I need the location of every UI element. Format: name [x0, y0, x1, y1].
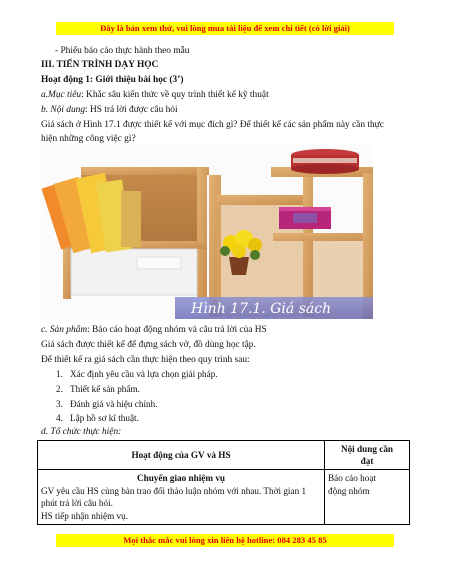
task-line-3: HS tiếp nhận nhiệm vụ. [41, 510, 129, 521]
content-label: b. Nội dung [41, 105, 86, 115]
table-cell-outcome [325, 470, 410, 525]
question-line-1: Giá sách ở Hình 17.1 được thiết kế với mục đích gì? Để thiết kế các sản phẩm này cần thực [41, 120, 384, 130]
organize-label: d. Tổ chức thực hiện: [41, 427, 122, 437]
table-header-outcome-line-1: Nội dung cần [340, 444, 394, 454]
table-header-outcome-line-2: đạt [360, 456, 374, 466]
answer-line-2: Để thiết kế ra giá sách cần thực hiện theo quy trình sau: [41, 355, 250, 365]
product-label: c. Sản phẩm [41, 325, 88, 335]
bookshelf-illustration [41, 145, 373, 319]
table-row [38, 470, 410, 525]
answer-line-1: Giá sách được thiết kế để đựng sách vở, đồ dùng học tập. [41, 340, 256, 350]
goal-label: a.Mục tiêu [41, 90, 82, 100]
outcome-line-2: động nhóm [328, 485, 370, 496]
task-title: Chuyển giao nhiệm vụ [136, 473, 226, 483]
task-line-1: GV yêu cầu HS cùng bàn trao đổi thảo luận nhóm với nhau. Thời gian 1 [41, 485, 307, 496]
product-text: : Báo cáo hoạt động nhóm và câu trả lời của HS [87, 325, 267, 335]
goal-text: : Khắc sâu kiến thức về quy trình thiết kế kỹ thuật [81, 90, 269, 100]
activity-heading: Hoạt động 1: Giới thiệu bài học (3’) [41, 75, 184, 85]
section-heading: III. TIẾN TRÌNH DẠY HỌC [41, 60, 159, 70]
activity-table [37, 440, 410, 525]
figure-caption: Hình 17.1. Giá sách [191, 301, 332, 317]
content-line [41, 104, 178, 116]
question-line-2: hiện những công việc gì? [41, 134, 136, 144]
content-text: : HS trả lời được câu hỏi [85, 105, 178, 115]
intro-line: - Phiếu báo cáo thực hành theo mẫu [55, 46, 190, 56]
bookshelf-figure [41, 145, 373, 319]
task-line-2: phút trả lời câu hỏi. [41, 498, 113, 508]
table-header-outcome [325, 441, 410, 470]
table-header-activity: Hoạt động của GV và HS [38, 441, 325, 470]
bottom-banner: Mọi thắc mắc vui lòng xin liên hệ hotline: 084 283 45 85 [56, 534, 394, 547]
product-line [41, 324, 267, 336]
goal-line [41, 89, 269, 101]
top-banner: Đây là bản xem thử, vui lòng mua tài liệu để xem chi tiết (có lời giải) [56, 22, 394, 35]
outcome-line-1: Báo cáo hoạt [328, 473, 376, 483]
table-header-row [38, 441, 410, 470]
table-cell-activity [38, 470, 325, 525]
